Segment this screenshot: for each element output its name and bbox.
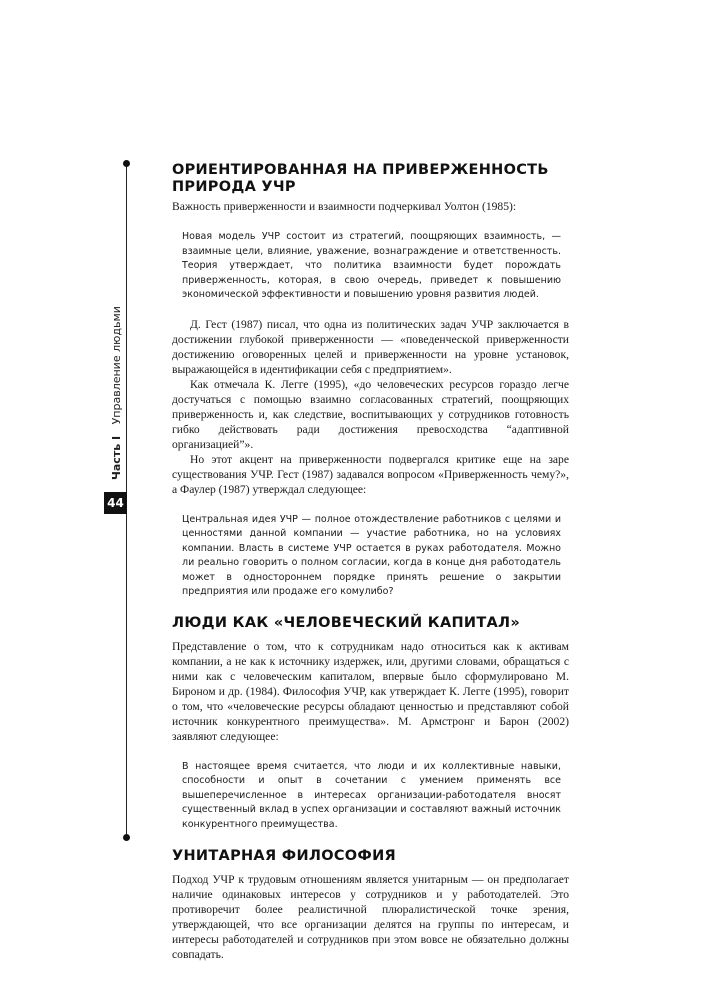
quote-armstrong-baron: В настоящее время считается, что люди и их коллективные навыки, способности и опыт в сочетании с умением применять все вышеперечисленное в интересах организации-работодателя вносят существенный вклад в успех организации и составляют важный источник конкурентного преимущества.: [182, 760, 561, 830]
running-head-part: Часть I: [110, 435, 123, 480]
quote-fowler: Центральная идея УЧР — полное отождествление работников с целями и ценностями данной компании — участие работника, но на условиях компании. Власть в системе УЧР остается в руках работодателя. Можно ли реально говорить о полном согласии, когда в конце дня работодатель может в одностороннем порядке принять решение о закрытии предприятия или продаже его комулибо?: [182, 513, 561, 597]
paragraph-human-capital: Представление о том, что к сотрудникам надо относиться как к активам компании, а не как к источнику издержек, или, другими словами, обращаться с ними как с человеческим капиталом, впервые было сформулировано М. Бироном и др. (1984). Философия УЧР, как утверждает К. Легге (1995), говорит о том, что «человеческие ресурсы обладают ценностью и представляют собой источник конкурентного преимущества». М. Армстронг и Барон (2002) заявляют следующее:: [172, 639, 569, 743]
paragraph-criticism: Но этот акцент на приверженности подвергался критике еще на заре существования УЧР. Гест (1987) задавался вопросом «Приверженность чему?», а Фаулер (1987) утверждал следующее:: [172, 452, 569, 496]
paragraph-legge: Как отмечала К. Легге (1995), «до человеческих ресурсов гораздо легче достучаться с помощью взаимно согласованных стратегий, поощряющих приверженность и, как следствие, воспитывающих у сотрудников готовность гибко действовать ради достижения превосходства “адаптивной организацией”».: [172, 377, 569, 451]
page-number: 44: [107, 496, 124, 510]
section-intro: Важность приверженности и взаимности подчеркивал Уолтон (1985):: [172, 200, 517, 213]
margin-rule-bottom-dot: [123, 834, 130, 841]
paragraph-unitary: Подход УЧР к трудовым отношениям является унитарным — он предполагает наличие одинаковых интересов у сотрудников и у работодателей. Это противоречит более реалистичной плюралистической точке зрения, утверждающей, что все организации делятся на группы по интересам, и интересы работодателей и сотрудников при этом вовсе не обязательно должны совпадать.: [172, 873, 569, 961]
section-heading-unitary: УНИТАРНАЯ ФИЛОСОФИЯ: [172, 848, 396, 864]
section-heading-commitment: ОРИЕНТИРОВАННАЯ НА ПРИВЕРЖЕННОСТЬ ПРИРОДА УЧР: [172, 162, 549, 195]
running-head-section: Управление людьми: [110, 306, 123, 425]
page-content: [172, 162, 569, 962]
running-head: [110, 260, 126, 480]
paragraph-guest: Д. Гест (1987) писал, что одна из политических задач УЧР заключается в достижении глубокой приверженности — «поведенческой приверженности достижению оговоренных целей и приверженности на уровне установок, выражающейся в идентификации себя с предприятием».: [172, 317, 569, 376]
quote-walton: Новая модель УЧР состоит из стратегий, поощряющих взаимность, — взаимные цели, влияние, уважение, вознаграждение и ответственность. Теория утверждает, что политика взаимности будет порождать приверженность, которая, в свою очередь, приведет к повышению экономической эффективности и повышению уровня развития людей.: [182, 231, 561, 300]
section-heading-human-capital: ЛЮДИ КАК «ЧЕЛОВЕЧЕСКИЙ КАПИТАЛ»: [172, 614, 521, 631]
page-number-badge: [104, 492, 127, 514]
margin-rule-top-dot: [123, 160, 130, 167]
